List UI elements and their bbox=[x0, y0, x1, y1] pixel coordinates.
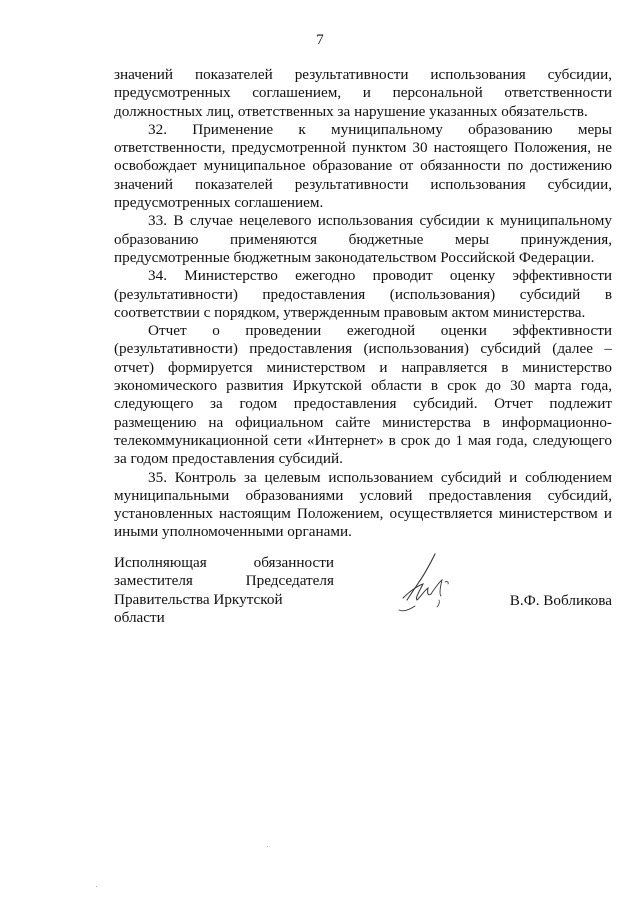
signatory-name: В.Ф. Вобликова bbox=[509, 592, 612, 609]
paragraph-34-report: Отчет о проведении ежегодной оценки эффективности (результативности) предоставления (использования) субсидий (далее – отчет) формируется министерством и направляется в министерство экономического развития Иркутской области в срок до 30 марта года, следующего за годом предоставления субсидий. Отчет подлежит размещению на официальном сайте министерства в информационно-телекоммуникационной сети «Интернет» в срок до 1 мая года, следующего за годом предоставления субсидий. bbox=[114, 322, 612, 468]
position-line-3: Правительства Иркутской области bbox=[114, 590, 283, 626]
position-word-acting: Исполняющая bbox=[114, 554, 207, 571]
scan-speck bbox=[96, 886, 97, 887]
paragraph-35: 35. Контроль за целевым использованием субсидий и соблюдением муниципальными образованиями условий предоставления субсидий, установленных настоящим Положением, осуществляется министерством и иными уполномоченными органами. bbox=[114, 468, 612, 541]
signatory-position bbox=[114, 554, 334, 627]
paragraph-34: 34. Министерство ежегодно проводит оценку эффективности (результативности) предоставления (использования) субсидий в соответствии с порядком, утвержденным правовым актом министерства. bbox=[114, 267, 612, 321]
paragraph-33: 33. В случае нецелевого использования субсидии к муниципальному образованию применяются бюджетные меры принуждения, предусмотренные бюджетным законодательством Российской Федерации. bbox=[114, 212, 612, 266]
document-body bbox=[114, 66, 612, 542]
position-line-1 bbox=[114, 554, 334, 572]
position-word-deputy: заместителя bbox=[114, 572, 193, 590]
scan-speck bbox=[267, 846, 268, 847]
position-word-chairman: Председателя bbox=[245, 572, 334, 590]
handwritten-signature bbox=[395, 552, 455, 616]
position-line-2 bbox=[114, 572, 334, 590]
paragraph-31-continuation: значений показателей результативности использования субсидии, предусмотренных соглашением, и персональной ответственности должностных лиц, ответственных за нарушение указанных обязательств. bbox=[114, 66, 612, 120]
position-word-duties: обязанности bbox=[253, 554, 334, 571]
paragraph-32: 32. Применение к муниципальному образованию меры ответственности, предусмотренной пунктом 30 настоящего Положения, не освобождает муниципальное образование от обязанности по достижению значений показателей результативности использования субсидии, предусмотренных соглашением. bbox=[114, 120, 612, 212]
page-number: 7 bbox=[316, 32, 324, 48]
